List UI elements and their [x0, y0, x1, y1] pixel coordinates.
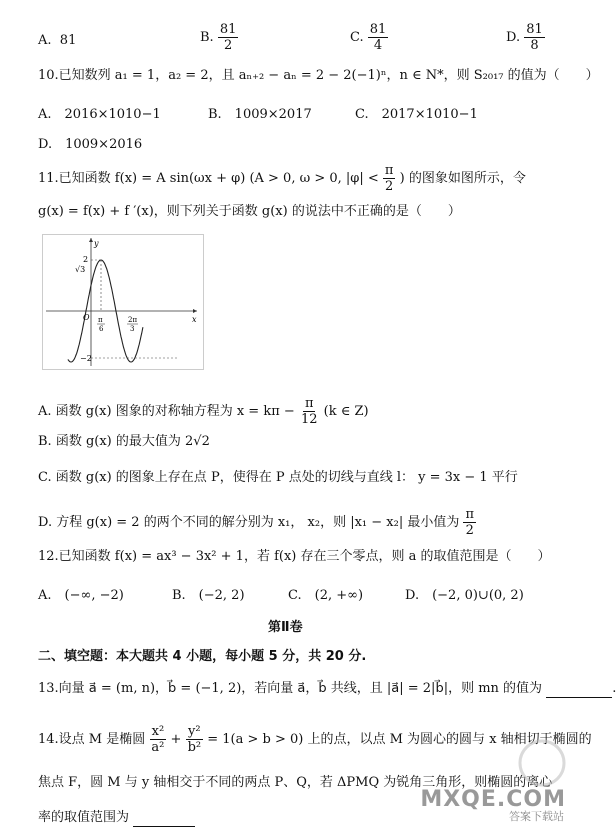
- q9-option-d-num: 81: [526, 22, 543, 37]
- watermark-circle: [520, 741, 564, 785]
- q11-option-d: [38, 507, 476, 538]
- q12-stem: 12.已知函数 f(x) = ax³ − 3x² + 1，若 f(x) 存在三个零点，则 a 的取值范围是（ ）: [38, 549, 551, 564]
- watermark-subtext: 答案下载站: [509, 810, 564, 823]
- x-axis-arrow: [193, 309, 197, 313]
- tick-2pi3-den: 3: [130, 325, 135, 333]
- x-label: x: [192, 315, 197, 324]
- q9-option-c-label: C.: [350, 30, 364, 45]
- q9-option-a-value: 81: [59, 33, 77, 48]
- q11-option-d-den: 2: [465, 523, 474, 538]
- q9-option-d-label: D.: [506, 30, 521, 45]
- q12-option-d: D. (−2, 0)∪(0, 2): [405, 588, 524, 603]
- q14-plus: +: [170, 732, 182, 747]
- q11-option-a-den: 12: [300, 412, 318, 427]
- q11-stem-line1: [38, 163, 526, 194]
- q9-option-a-label: A.: [38, 33, 52, 48]
- q11-option-d-num: π: [465, 507, 475, 522]
- q11-pi: π: [384, 163, 394, 178]
- section-heading: 二、填空题：本大题共 4 小题，每小题 5 分，共 20 分.: [38, 649, 367, 664]
- q13-text: 13.向量 a⃗ = (m, n)，b⃗ = (−1, 2)，若向量 a⃗，b⃗ 共线，且 |a⃗| = 2|b⃗|，则 mn 的值为: [38, 681, 543, 696]
- q14-b2: b²: [187, 740, 202, 755]
- q14-line3: [38, 808, 195, 827]
- q11-option-c: C. 函数 g(x) 的图象上存在点 P，使得在 P 点处的切线与直线 l： y = 3x − 1 平行: [38, 470, 518, 485]
- sine-graph: [42, 234, 204, 370]
- q10-option-d: D. 1009×2016: [38, 137, 143, 152]
- q9-option-d-fraction: [524, 22, 545, 53]
- q9-option-b: [200, 22, 238, 53]
- q9-option-c-den: 4: [373, 38, 383, 53]
- y-max-label: 2: [83, 255, 89, 264]
- q9-option-b-fraction: [218, 22, 239, 53]
- y-axis-arrow: [89, 238, 93, 242]
- q12-option-b: B. (−2, 2): [172, 588, 245, 603]
- q9-option-c-num: 81: [369, 22, 387, 37]
- q14-frac-y: [186, 724, 204, 755]
- q9-option-b-den: 2: [223, 38, 233, 53]
- q11-stem-text: 11.已知函数 f(x) = A sin(ωx + φ) (A > 0, ω > 0, |φ| <: [38, 171, 379, 186]
- q10-option-b: B. 1009×2017: [208, 107, 312, 122]
- q11-option-a-num: π: [304, 396, 314, 411]
- y-sqrt3-label: √3: [75, 265, 86, 274]
- q11-option-a-fraction: [299, 396, 320, 427]
- q14-y2: y²: [188, 724, 201, 739]
- q14-frac-x: [149, 724, 166, 755]
- q11-option-d-text: D. 方程 g(x) = 2 的两个不同的解分别为 x₁， x₂，则 |x₁ − x₂| 最小值为: [38, 515, 460, 530]
- tick-pi6-num: π: [98, 316, 103, 324]
- q9-option-a: [38, 33, 76, 48]
- q11-two: 2: [385, 179, 394, 194]
- q11-pi-half: [383, 163, 396, 194]
- y-min-label: −2: [80, 354, 92, 363]
- q9-option-d-den: 8: [530, 38, 539, 53]
- q9-option-d: [506, 22, 545, 53]
- part2-title: 第Ⅱ卷: [268, 620, 303, 635]
- q13-answer-blank: [546, 679, 612, 698]
- q9-option-c-fraction: [368, 22, 389, 53]
- q9-option-b-num: 81: [219, 22, 237, 37]
- q11-option-a-post: (k ∈ Z): [323, 404, 369, 419]
- q10-option-c: C. 2017×1010−1: [355, 107, 478, 122]
- watermark-text: MXQE.COM: [420, 787, 566, 812]
- q11-stem-text-end: ) 的图象如图所示，令: [399, 171, 526, 186]
- origin-label: O: [83, 313, 90, 322]
- graph-frame: [43, 235, 204, 370]
- q10-option-a: A. 2016×1010−1: [38, 107, 161, 122]
- q11-option-d-fraction: [463, 507, 476, 538]
- q12-option-a: A. (−∞, −2): [38, 588, 124, 603]
- q13-end: .: [612, 681, 616, 696]
- q14-answer-blank: [133, 808, 195, 827]
- tick-2pi3-num: 2π: [128, 316, 138, 324]
- q11-stem-line2: g(x) = f(x) + f ′(x)，则下列关于函数 g(x) 的说法中不正确的是（ ）: [38, 204, 461, 219]
- q13-stem: [38, 679, 616, 698]
- q11-option-a: [38, 396, 369, 427]
- q14-a2: a²: [151, 740, 165, 755]
- q14-pre: 14.设点 M 是椭圆: [38, 732, 146, 747]
- q14-x2: x²: [151, 724, 165, 739]
- tick-pi6-den: 6: [99, 325, 104, 333]
- q10-stem: 10.已知数列 a₁ = 1，a₂ = 2，且 aₙ₊₂ − aₙ = 2 − 2(−1)ⁿ，n ∈ N*，则 S₂₀₁₇ 的值为（ ）: [38, 68, 599, 83]
- y-label: y: [94, 239, 99, 248]
- q11-option-a-text: A. 函数 g(x) 图象的对称轴方程为 x = kπ −: [38, 404, 295, 419]
- q14-line2: 焦点 F，圆 M 与 y 轴相交于不同的两点 P、Q，若 ΔPMQ 为锐角三角形，则椭圆的离心: [38, 775, 553, 790]
- q14-line3-text: 率的取值范围为: [38, 810, 130, 825]
- q14-post: = 1(a > b > 0) 上的点，以点 M 为圆心的圆与 x 轴相切于椭圆的: [207, 732, 592, 747]
- q9-option-c: [350, 22, 388, 53]
- q9-option-b-label: B.: [200, 30, 214, 45]
- q11-option-b: B. 函数 g(x) 的最大值为 2√2: [38, 434, 210, 449]
- q12-option-c: C. (2, +∞): [288, 588, 364, 603]
